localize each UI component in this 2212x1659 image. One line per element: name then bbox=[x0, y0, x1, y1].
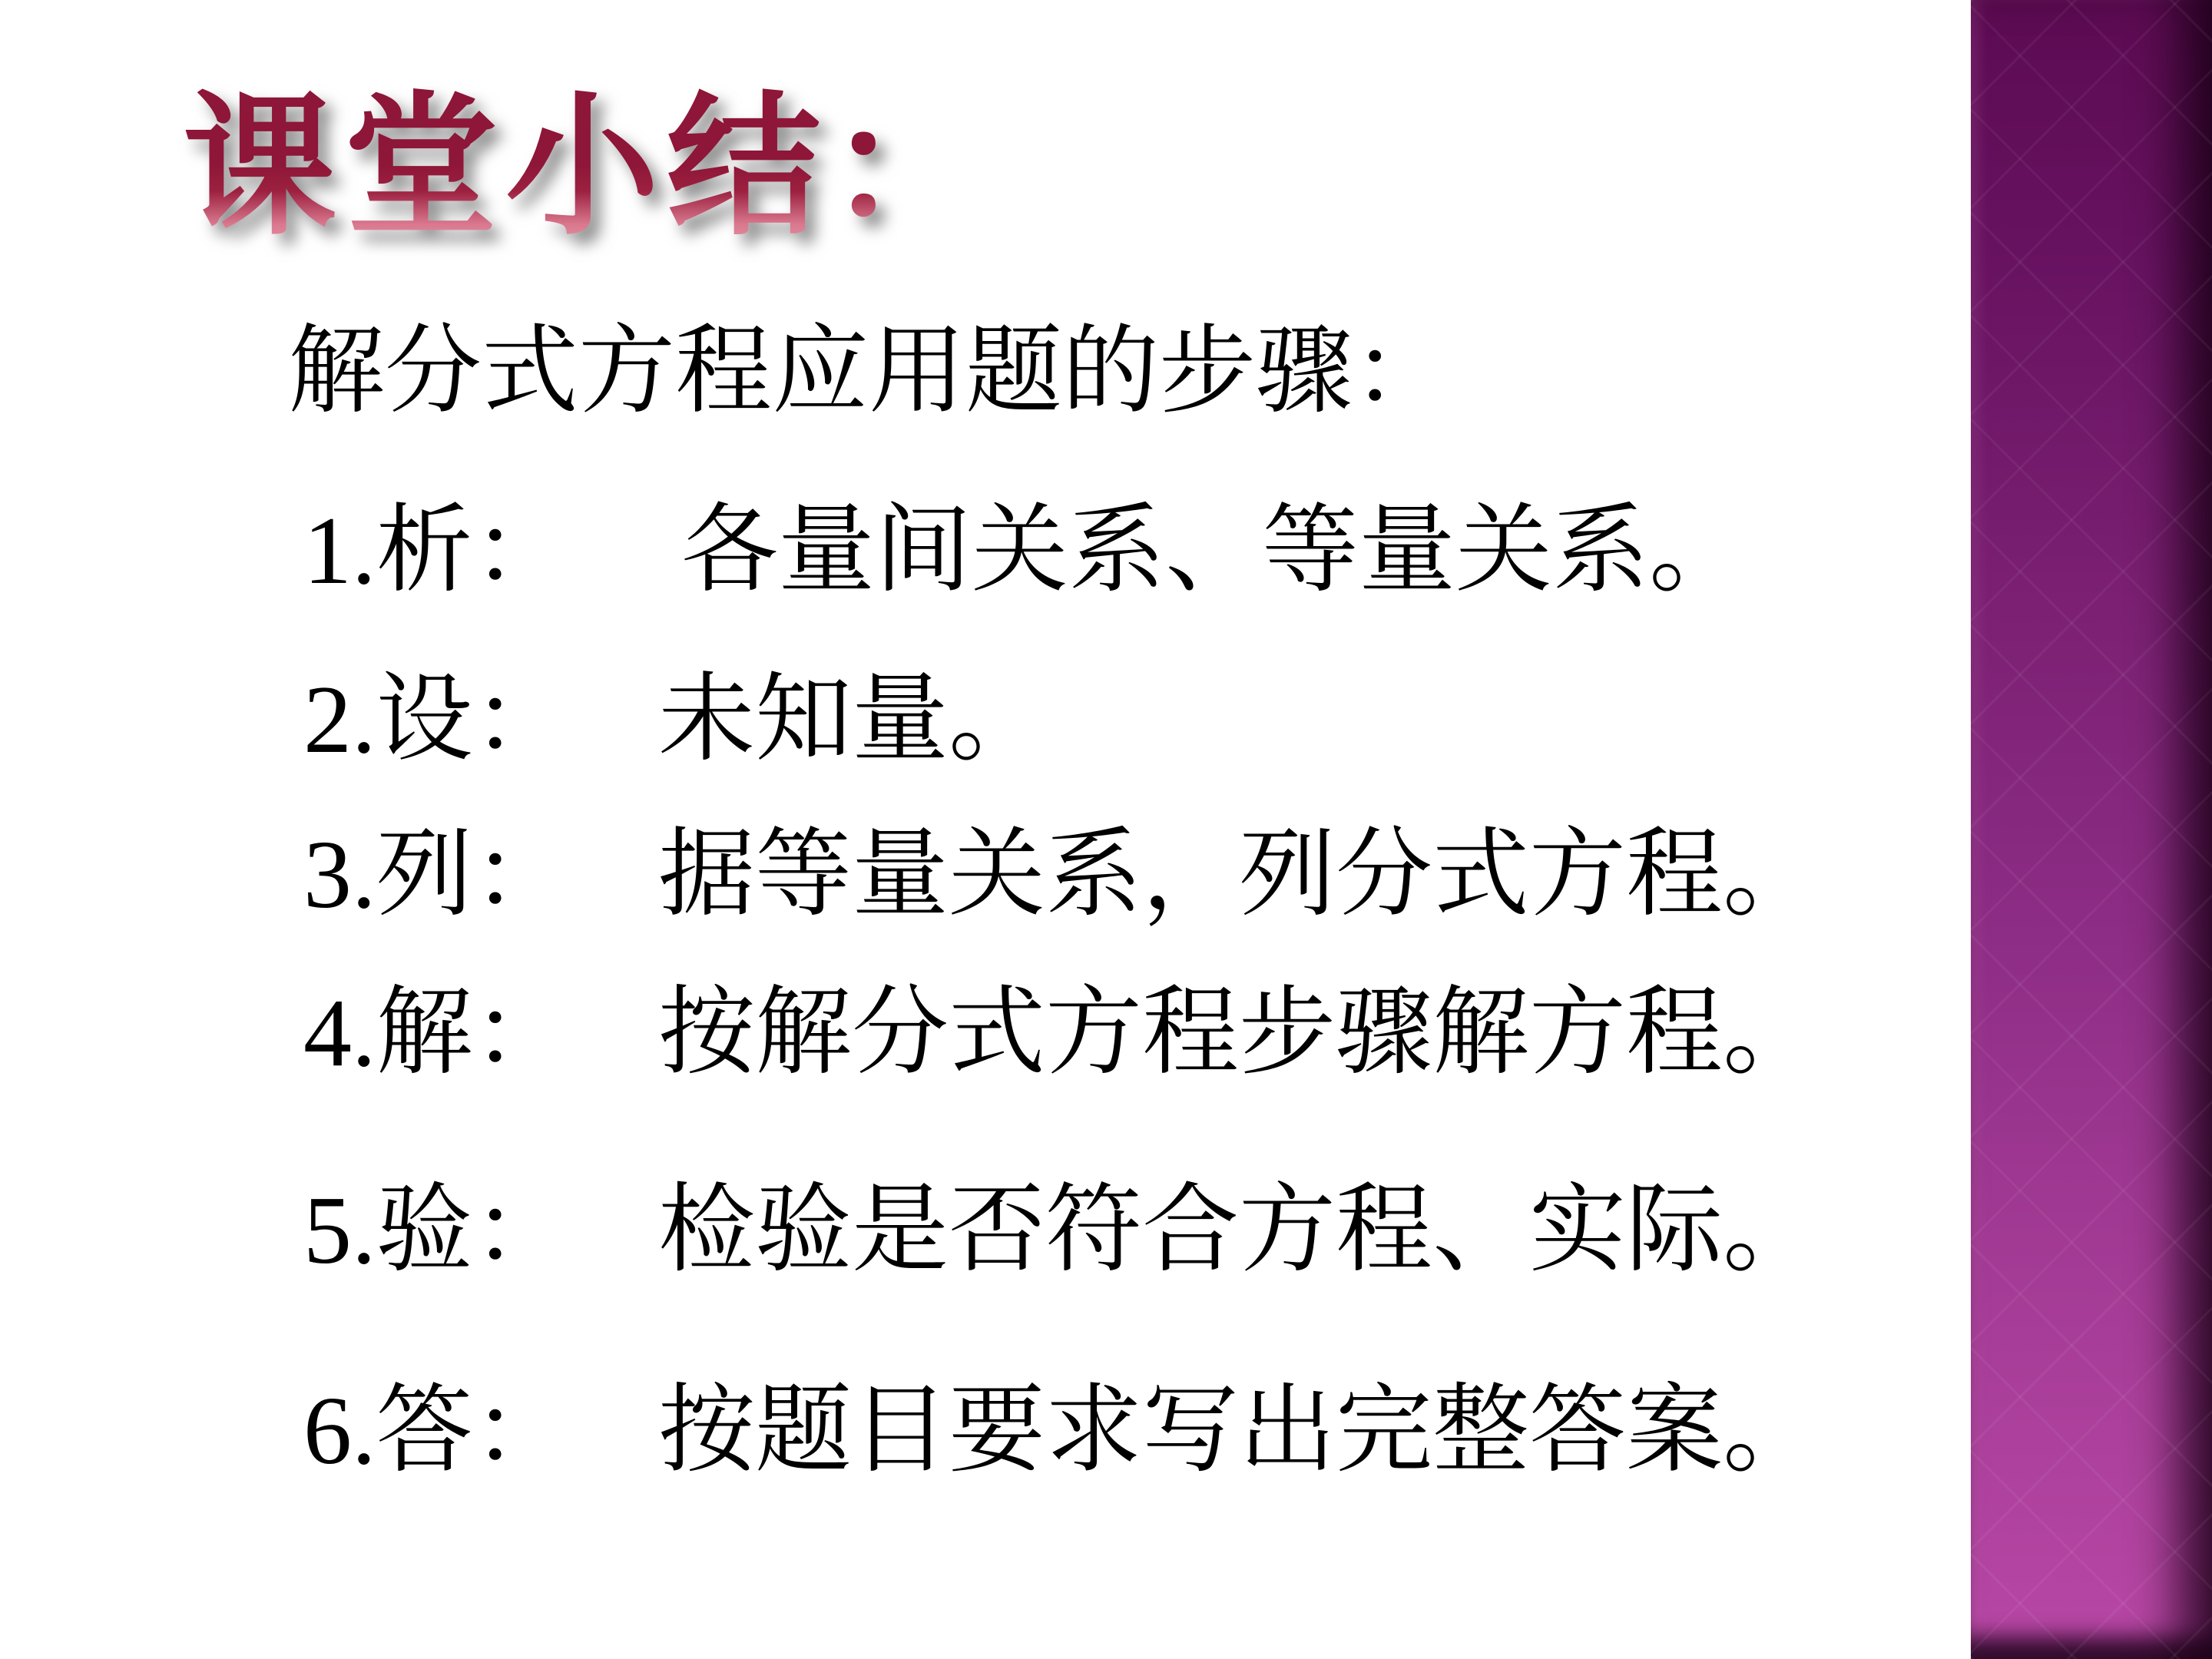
slide-title: 课堂小结： bbox=[183, 77, 989, 261]
step-label: 4.解： bbox=[303, 980, 570, 1087]
step-row-5 bbox=[303, 1168, 1820, 1294]
step-row-6 bbox=[303, 1369, 1820, 1495]
step-desc: 按题目要求写出完整答案。 bbox=[658, 1378, 1820, 1485]
decorative-side-band bbox=[1971, 0, 2212, 1659]
step-desc: 检验是否符合方程、实际。 bbox=[658, 1177, 1820, 1284]
step-row-1 bbox=[303, 488, 1746, 614]
step-desc: 据等量关系，列分式方程。 bbox=[658, 822, 1820, 929]
step-label: 5.验： bbox=[303, 1177, 570, 1284]
slide-subtitle: 解分式方程应用题的步骤： bbox=[288, 319, 1449, 426]
step-desc: 按解分式方程步骤解方程。 bbox=[658, 980, 1820, 1087]
step-row-4 bbox=[303, 971, 1820, 1097]
step-row-2 bbox=[303, 657, 1045, 783]
step-label: 1.析： bbox=[303, 498, 570, 604]
step-row-3 bbox=[303, 813, 1820, 939]
step-label: 3.列： bbox=[303, 822, 570, 929]
step-desc: 各量间关系、等量关系。 bbox=[681, 498, 1746, 604]
step-desc: 未知量。 bbox=[658, 667, 1045, 773]
step-label: 2.设： bbox=[303, 667, 570, 773]
step-label: 6.答： bbox=[303, 1378, 570, 1485]
